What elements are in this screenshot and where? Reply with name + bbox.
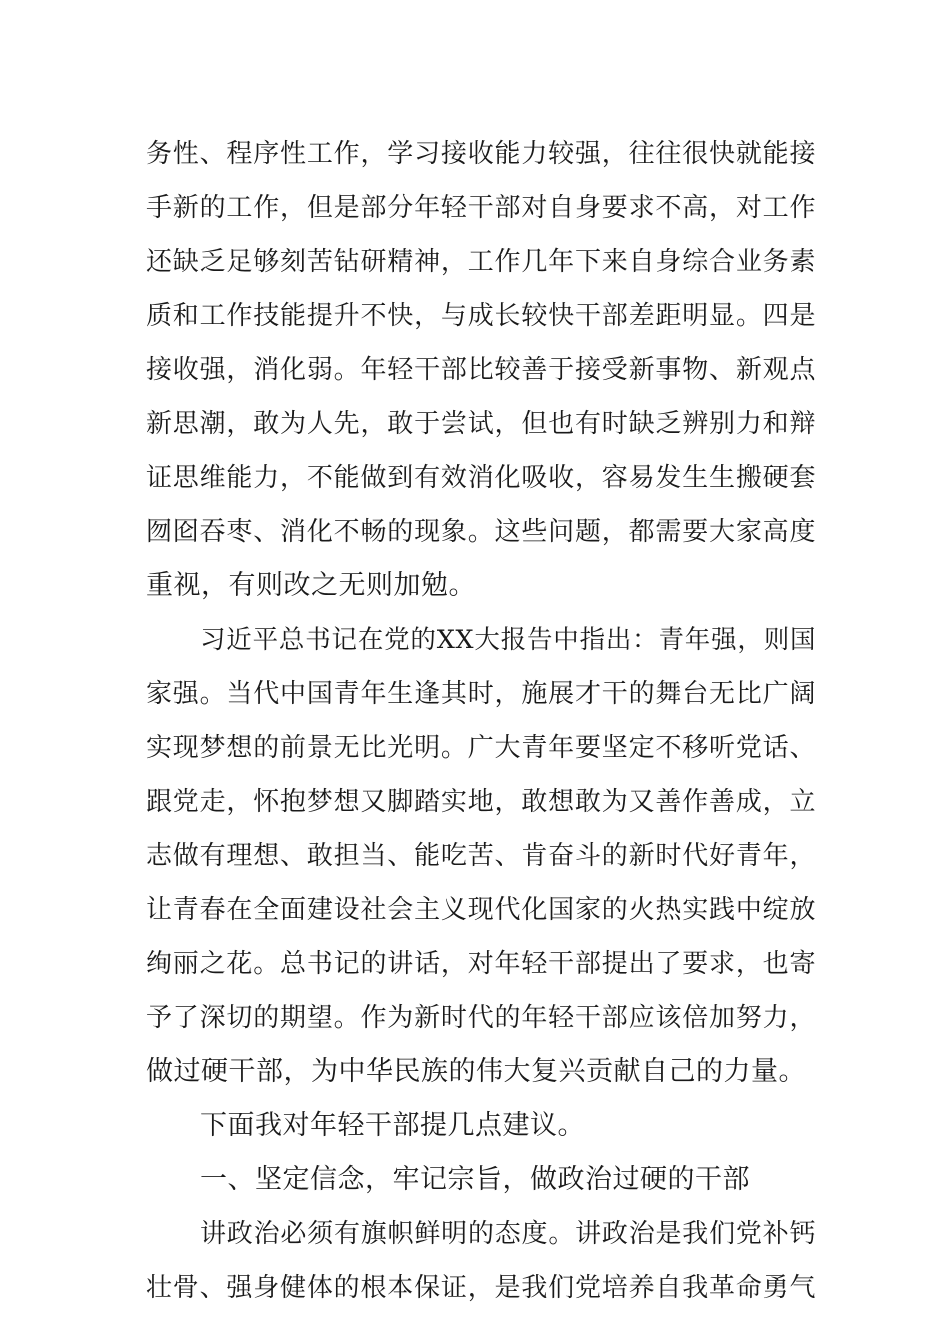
text-line: 壮骨、强身健体的根本保证，是我们党培养自我革命勇气: [146, 1273, 816, 1303]
text-line: 跟党走，怀抱梦想又脚踏实地，敢想敢为又善作善成，立: [146, 787, 816, 817]
text-line: 新思潮，敢为人先，敢于尝试，但也有时缺乏辨别力和辩: [146, 409, 816, 439]
text-line: 做过硬干部，为中华民族的伟大复兴贡献自己的力量。: [146, 1056, 806, 1087]
text-line: 证思维能力，不能做到有效消化吸收，容易发生生搬硬套: [146, 463, 816, 493]
text-line: 习近平总书记在党的XX大报告中指出：青年强，则国: [200, 625, 816, 655]
text-line: 下面我对年轻干部提几点建议。: [200, 1110, 585, 1141]
text-line: 讲政治必须有旗帜鲜明的态度。讲政治是我们党补钙: [200, 1219, 816, 1249]
text-line: 绚丽之花。总书记的讲话，对年轻干部提出了要求，也寄: [146, 949, 816, 979]
text-line: 实现梦想的前景无比光明。广大青年要坚定不移听党话、: [146, 733, 816, 763]
heading-text: 一、坚定信念，牢记宗旨，做政治过硬的干部: [200, 1164, 750, 1195]
text-line: 接收强，消化弱。年轻干部比较善于接受新事物、新观点: [146, 355, 816, 385]
paragraph: [146, 127, 816, 613]
text-line: 家强。当代中国青年生逢其时，施展才干的舞台无比广阔: [146, 679, 816, 709]
text-line: 囫囵吞枣、消化不畅的现象。这些问题，都需要大家高度: [146, 517, 816, 547]
text-line: 还缺乏足够刻苦钻研精神，工作几年下来自身综合业务素: [146, 247, 816, 277]
text-line: 让青春在全面建设社会主义现代化国家的火热实践中绽放: [146, 895, 816, 925]
text-line: 务性、程序性工作，学习接收能力较强，往往很快就能接: [146, 139, 816, 169]
text-line: 重视，有则改之无则加勉。: [146, 570, 476, 601]
paragraph: [146, 1099, 816, 1153]
text-line: 予了深切的期望。作为新时代的年轻干部应该倍加努力，: [146, 1003, 816, 1033]
section-heading: [146, 1153, 816, 1207]
paragraph: [146, 1207, 816, 1315]
text-line: 手新的工作，但是部分年轻干部对自身要求不高，对工作: [146, 193, 816, 223]
paragraph: [146, 613, 816, 1099]
text-line: 志做有理想、敢担当、能吃苦、肯奋斗的新时代好青年，: [146, 841, 816, 871]
body-text: [146, 127, 816, 1315]
text-line: 质和工作技能提升不快，与成长较快干部差距明显。四是: [146, 301, 816, 331]
